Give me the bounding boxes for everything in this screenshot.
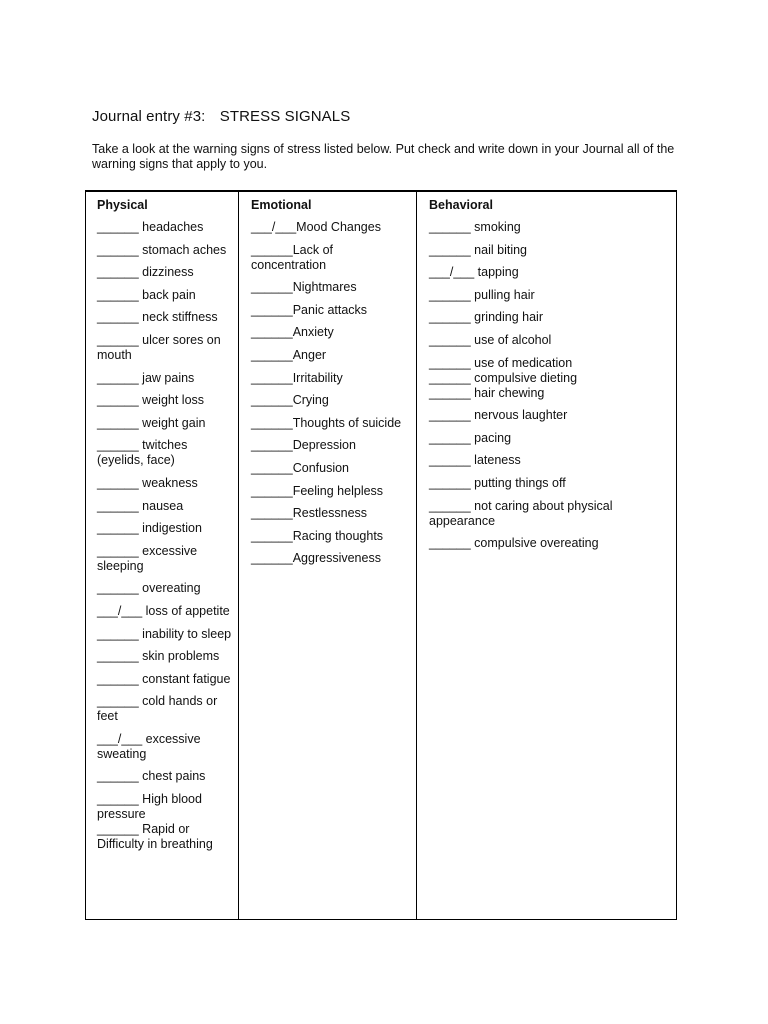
- behavioral-items: [429, 220, 670, 551]
- physical-item: ______ overeating: [97, 581, 201, 596]
- journal-entry-heading: STRESS SIGNALS: [219, 108, 351, 125]
- emotional-item: ______Feeling helpless: [251, 483, 384, 498]
- behavioral-item: ______ compulsive dieting: [429, 370, 578, 385]
- behavioral-item: ______ smoking: [429, 220, 521, 234]
- physical-item: ______ cold hands or feet: [97, 694, 218, 724]
- behavioral-item: ______ lateness: [429, 453, 521, 468]
- behavioral-item: ______ grinding hair: [429, 310, 543, 325]
- physical-item: ______ inability to sleep: [97, 626, 232, 641]
- physical-item: ______ back pain: [97, 287, 196, 302]
- journal-entry-label: Journal entry #3:: [92, 108, 206, 125]
- physical-item: ______ excessive sleeping: [97, 543, 198, 573]
- physical-item: ______ chest pains: [97, 769, 206, 784]
- page-title: [92, 108, 350, 125]
- stress-signals-table: [85, 190, 677, 920]
- behavioral-item: ______ pulling hair: [429, 287, 535, 302]
- physical-item: ___/___ excessive sweating: [97, 731, 201, 761]
- physical-item: ______ constant fatigue: [97, 671, 231, 686]
- behavioral-item: ______ putting things off: [429, 475, 566, 490]
- emotional-item: ______Crying: [251, 393, 329, 408]
- physical-item: ______ Rapid or Difficulty in breathing: [97, 822, 213, 852]
- emotional-column-header: Emotional: [251, 198, 312, 212]
- emotional-item: ______Nightmares: [251, 280, 357, 295]
- behavioral-item: ______ not caring about physical appearance: [429, 498, 613, 528]
- emotional-item: ______Depression: [251, 438, 356, 453]
- physical-item: ______ dizziness: [97, 265, 194, 280]
- physical-item: ______ stomach aches: [97, 242, 227, 257]
- emotional-item: ______Racing thoughts: [251, 528, 384, 543]
- behavioral-item: ___/___ tapping: [429, 265, 519, 280]
- emotional-item: ______Restlessness: [251, 506, 368, 521]
- physical-items: [97, 220, 232, 852]
- emotional-item: ______Confusion: [251, 460, 349, 475]
- physical-column: [86, 192, 239, 919]
- emotional-item: ______Lack of concentration: [251, 242, 334, 272]
- behavioral-item: ______ nail biting: [429, 242, 527, 257]
- instructions-text: Take a look at the warning signs of stress listed below. Put check and write down in your Journal all of the warning signs that apply to you.: [92, 142, 675, 171]
- physical-item: ______ High blood pressure: [97, 792, 202, 822]
- emotional-item: ______Anger: [251, 347, 327, 362]
- physical-item: ______ nausea: [97, 498, 184, 513]
- physical-item: ______ jaw pains: [97, 370, 195, 385]
- emotional-item: ______Aggressiveness: [251, 551, 381, 566]
- physical-item: ______ neck stiffness: [97, 310, 218, 325]
- physical-item: ______ headaches: [97, 220, 204, 234]
- emotional-items: [251, 220, 410, 566]
- behavioral-item: ______ pacing: [429, 430, 512, 445]
- physical-item: ______ weight loss: [97, 393, 205, 408]
- physical-column-header: Physical: [97, 198, 148, 212]
- behavioral-item: ______ compulsive overeating: [429, 536, 599, 551]
- behavioral-item: ______ use of alcohol: [429, 332, 552, 347]
- emotional-item: ______Anxiety: [251, 325, 334, 340]
- physical-item: ______ indigestion: [97, 521, 202, 536]
- behavioral-item: ______ hair chewing: [429, 385, 545, 400]
- emotional-item: ___/___Mood Changes: [251, 220, 381, 234]
- physical-item: ______ weakness: [97, 475, 198, 490]
- physical-item: ___/___ loss of appetite: [97, 603, 230, 618]
- emotional-column: [239, 192, 417, 919]
- behavioral-item: ______ nervous laughter: [429, 408, 568, 423]
- behavioral-column: [417, 192, 676, 919]
- physical-item: ______ twitches (eyelids, face): [97, 438, 188, 468]
- emotional-item: ______Panic attacks: [251, 302, 368, 317]
- behavioral-item: ______ use of medication: [429, 355, 573, 370]
- behavioral-column-header: Behavioral: [429, 198, 493, 212]
- physical-item: ______ ulcer sores on mouth: [97, 332, 221, 362]
- emotional-item: ______Thoughts of suicide: [251, 415, 402, 430]
- physical-item: ______ skin problems: [97, 649, 220, 664]
- emotional-item: ______Irritability: [251, 370, 343, 385]
- physical-item: ______ weight gain: [97, 415, 206, 430]
